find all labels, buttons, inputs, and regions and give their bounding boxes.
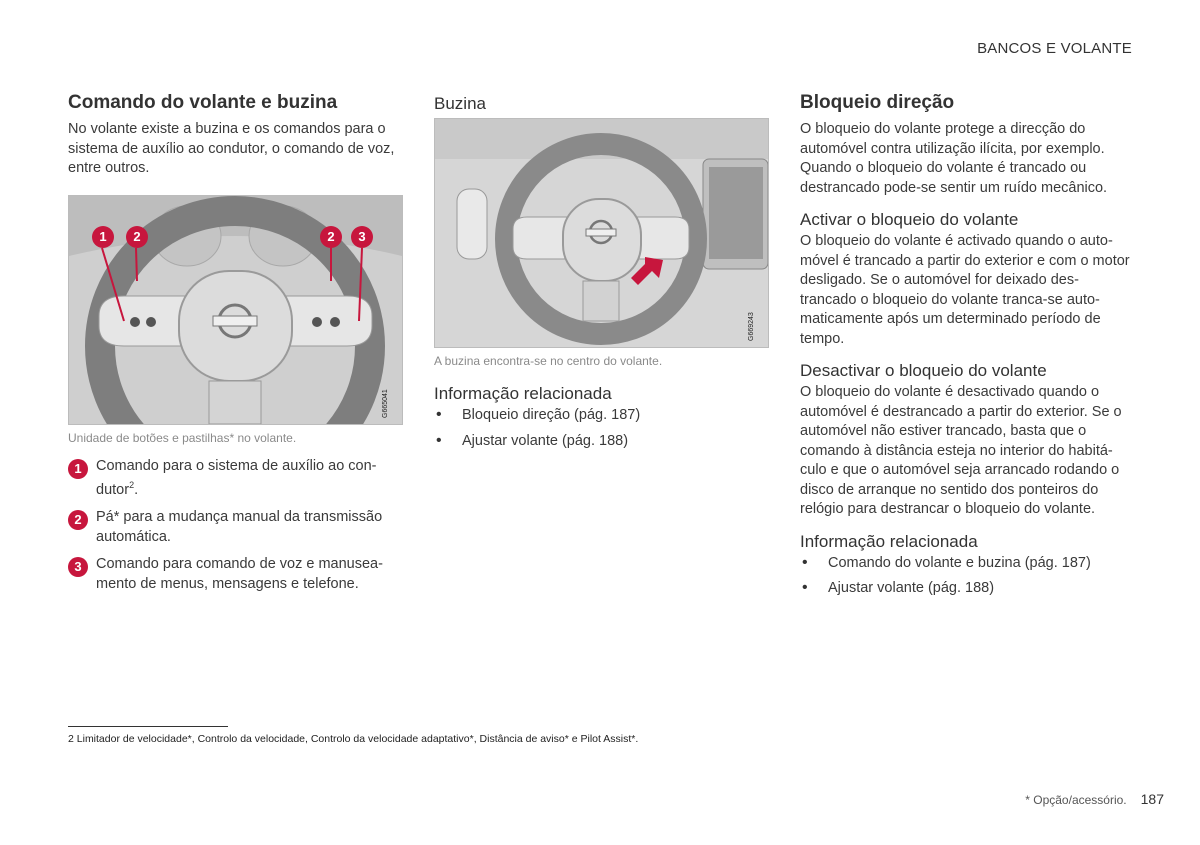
- related-title: Informação relacionada: [434, 384, 612, 403]
- page-number: 187: [1140, 791, 1164, 807]
- subsection-title: Activar o bloqueio do volante: [800, 210, 1019, 229]
- figure-caption: A buzina encontra-se no centro do volante.: [434, 354, 663, 368]
- deactivate-section: [800, 361, 1135, 520]
- subsection-text: O bloqueio do volante é desactivado quando o automóvel é destrancado a partir do exterior. Se o automóvel não estiver trancado, basta que o comando à distância esteja no interior do habitá-culo e que o automóvel seja arrancado rodando o disco de arranque no sentido dos ponteiros do relógio para destrancar o bloqueio do volante.: [800, 384, 1122, 517]
- subsection-text: O bloqueio do volante é activado quando o auto-móvel é trancado a partir do exterior e com o motor desligado. Se o automóvel for deixado des-trancado o bloqueio do volante tranca-se auto-maticamente após um determinado período de tempo.: [800, 233, 1130, 347]
- page-footer: [1025, 791, 1164, 807]
- callout-1-badge: 1: [92, 226, 114, 248]
- column-horn: [434, 92, 769, 457]
- related-list: [434, 406, 769, 451]
- related-info: [800, 532, 1135, 599]
- horn-illustration: [435, 119, 768, 347]
- column-steering-controls: [68, 92, 403, 602]
- subsection-title: Desactivar o bloqueio do volante: [800, 361, 1047, 380]
- footnote: [68, 733, 638, 745]
- related-link[interactable]: • Bloqueio direção (pág. 187): [434, 406, 769, 426]
- number-badge: 2: [68, 510, 88, 530]
- section-title: Buzina: [434, 94, 486, 113]
- intro-text: No volante existe a buzina e os comandos para o sistema de auxílio ao condutor, o comando de voz, entre outros.: [68, 121, 395, 176]
- footnote-divider: [68, 726, 228, 727]
- steering-wheel-buttons-figure: [68, 195, 403, 425]
- footnote-text: Limitador de velocidade*, Controlo da velocidade, Controlo da velocidade adaptativo*, Distância de aviso* e Pilot Assist*.: [76, 733, 639, 745]
- number-badge: 1: [68, 459, 88, 479]
- related-title: Informação relacionada: [800, 531, 978, 551]
- column-steering-lock: [800, 92, 1135, 605]
- related-list: [800, 554, 1135, 599]
- callout-3-badge: 3: [351, 226, 373, 248]
- list-item: 3 Comando para comando de voz e manusea-mento de menus, mensagens e telefone.: [68, 555, 403, 594]
- list-item: 2 Pá* para a mudança manual da transmissão automática.: [68, 508, 403, 547]
- related-link[interactable]: • Ajustar volante (pág. 188): [800, 579, 1135, 599]
- section-title: Bloqueio direção: [800, 92, 955, 113]
- list-item: 1 Comando para o sistema de auxílio ao con-dutor$^2$.: [68, 457, 403, 501]
- section-title: Comando do volante e buzina: [68, 92, 338, 113]
- option-note: * Opção/acessório.: [1025, 793, 1127, 807]
- figure-caption: Unidade de botões e pastilhas* no volante.: [68, 430, 297, 445]
- numbered-list: [68, 457, 403, 595]
- related-link[interactable]: • Ajustar volante (pág. 188): [434, 432, 769, 452]
- related-link[interactable]: • Comando do volante e buzina (pág. 187): [800, 554, 1135, 574]
- figure-code: G665041: [382, 388, 389, 418]
- footnote-number: 2: [68, 733, 74, 745]
- horn-figure: [434, 118, 769, 348]
- figure-code: G669243: [748, 312, 755, 341]
- page-section-title: BANCOS E VOLANTE: [977, 40, 1132, 57]
- intro-text: O bloqueio do volante protege a direcção do automóvel contra utilização ilícita, por exemplo. Quando o bloqueio do volante é trancado ou destrancado pode-se sentir um ruído mecânico.: [800, 121, 1108, 196]
- callout-2-badge: 2: [320, 226, 342, 248]
- activate-section: [800, 210, 1135, 349]
- number-badge: 3: [68, 557, 88, 577]
- callout-2-badge: 2: [126, 226, 148, 248]
- related-info: [434, 384, 769, 451]
